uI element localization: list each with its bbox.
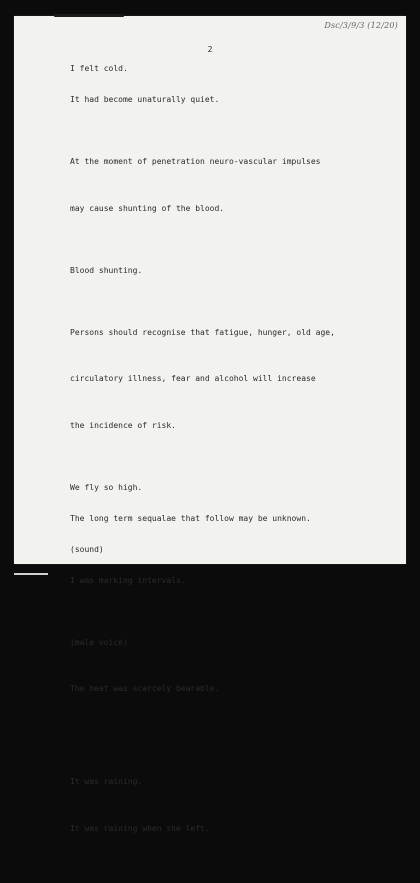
text-line: (sound) [70, 544, 104, 554]
text-line: Persons should recognise that fatigue, hunger, old age, [70, 327, 335, 337]
archive-reference: Dsc/3/9/3 (12/20) [324, 21, 398, 30]
paragraph [70, 61, 400, 77]
paragraph [70, 294, 400, 465]
paragraph [70, 92, 400, 108]
text-line: Blood shunting. [70, 265, 143, 275]
text-line: The heat was scarcely bearable. [70, 684, 220, 693]
paragraph [70, 573, 400, 589]
text-line: the incidence of risk. [70, 420, 176, 430]
paragraph [70, 123, 400, 247]
edge-mark [14, 573, 48, 575]
text-line: At the moment of penetration neuro-vascular impulses [70, 157, 321, 166]
text-line: The long term sequalae that follow may be unknown. [70, 513, 311, 523]
text-line: It had become unaturally quiet. [70, 95, 220, 104]
paragraph [70, 743, 400, 867]
tape-mark [54, 14, 124, 17]
typed-text-body [70, 61, 400, 883]
text-line: I felt cold. [70, 64, 128, 73]
paragraph [70, 511, 400, 527]
text-line: (male voice) [70, 637, 128, 647]
text-line: circulatory illness, fear and alcohol will increase [70, 374, 316, 383]
text-line: It was raining when she left. [70, 823, 210, 833]
document-page [14, 16, 406, 833]
paragraph [70, 542, 400, 558]
paragraph [70, 604, 400, 728]
text-line: It was raining. [70, 777, 143, 786]
text-line: We fly so high. [70, 482, 143, 492]
text-line: I was marking intervals. [70, 575, 186, 585]
text-line: may cause shunting of the blood. [70, 203, 225, 213]
page-number: 2 [207, 45, 213, 54]
paragraph [70, 263, 400, 279]
paragraph [70, 480, 400, 496]
